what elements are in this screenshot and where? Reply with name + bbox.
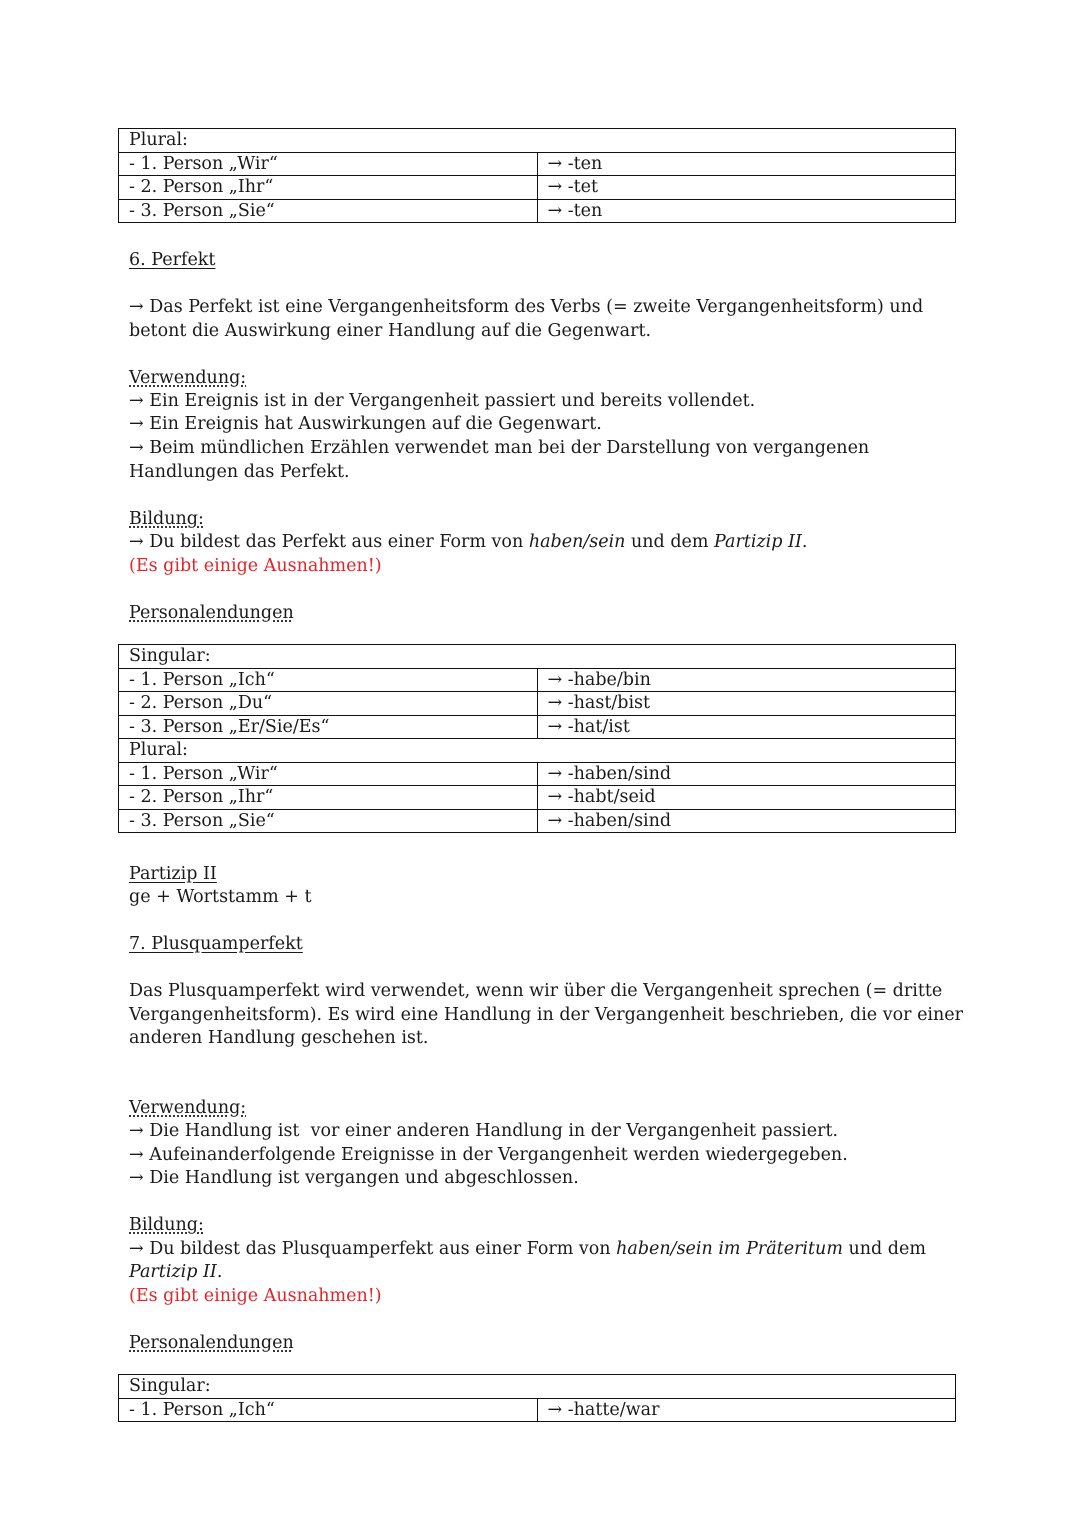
ending-cell: → -ten (537, 152, 956, 176)
person-cell: - 3. Person „Sie“ (119, 199, 538, 223)
table-row (119, 762, 956, 786)
plusquamperfekt-bildung-text: → Du bildest das Plusquamperfekt aus einer Form von haben/sein im Präteritum und dem (129, 1239, 926, 1259)
perfekt-endings-table (118, 644, 956, 833)
perfekt-verwendung-label: Verwendung: (129, 368, 247, 388)
person-cell: - 3. Person „Sie“ (119, 809, 538, 833)
table-row (119, 692, 956, 716)
perfekt-ausnahmen-note: (Es gibt einige Ausnahmen!) (129, 556, 382, 576)
plusquamperfekt-intro: Das Plusquamperfekt wird verwendet, wenn wir über die Vergangenheit sprechen (= dritte Vergangenheitsform). Es wird eine Handlung in der Vergangenheit beschrieben, die vor einer anderen Handlung geschehen ist. (129, 981, 964, 1048)
table-row (119, 152, 956, 176)
plural-endings-table (118, 128, 956, 223)
singular-header: Singular: (119, 645, 956, 669)
perfekt-verwendung-item: → Ein Ereignis hat Auswirkungen auf die Gegenwart. (129, 414, 602, 434)
plural-header: Plural: (119, 739, 956, 763)
ending-cell: → -hatte/war (537, 1398, 956, 1422)
person-cell: - 1. Person „Wir“ (119, 762, 538, 786)
table-row (119, 176, 956, 200)
person-cell: - 1. Person „Wir“ (119, 152, 538, 176)
singular-header: Singular: (119, 1375, 956, 1399)
table-row (119, 786, 956, 810)
plusquamperfekt-verwendung-item: → Aufeinanderfolgende Ereignisse in der Vergangenheit werden wiedergegeben. (129, 1145, 848, 1165)
perfekt-personalendungen-label: Personalendungen (129, 603, 294, 623)
plusquamperfekt-bildung-label: Bildung: (129, 1215, 204, 1235)
person-cell: - 1. Person „Ich“ (119, 1398, 538, 1422)
perfekt-bildung-label: Bildung: (129, 509, 204, 529)
person-cell: - 2. Person „Ihr“ (119, 176, 538, 200)
plusquamperfekt-heading: 7. Plusquamperfekt (129, 934, 303, 954)
perfekt-verwendung-item: → Ein Ereignis ist in der Vergangenheit passiert und bereits vollendet. (129, 391, 756, 411)
ending-cell: → -habt/seid (537, 786, 956, 810)
table-row (119, 199, 956, 223)
plusquamperfekt-personalendungen-label: Personalendungen (129, 1333, 294, 1353)
table-row (119, 668, 956, 692)
ending-cell: → -ten (537, 199, 956, 223)
person-cell: - 1. Person „Ich“ (119, 668, 538, 692)
plusquamperfekt-bildung-partizip: Partizip II. (129, 1262, 223, 1282)
perfekt-verwendung-item: → Beim mündlichen Erzählen verwendet man bei der Darstellung von vergangenen Handlungen das Perfekt. (129, 438, 870, 482)
partizip-label: Partizip II (129, 864, 217, 884)
person-cell: - 2. Person „Ihr“ (119, 786, 538, 810)
ending-cell: → -hast/bist (537, 692, 956, 716)
table-row (119, 809, 956, 833)
ending-cell: → -haben/sind (537, 762, 956, 786)
ending-cell: → -tet (537, 176, 956, 200)
plusquamperfekt-verwendung-item: → Die Handlung ist vergangen und abgeschlossen. (129, 1168, 579, 1188)
partizip-formula: ge + Wortstamm + t (129, 887, 312, 907)
person-cell: - 2. Person „Du“ (119, 692, 538, 716)
table-row (119, 1398, 956, 1422)
plusquamperfekt-verwendung-item: → Die Handlung ist vor einer anderen Handlung in der Vergangenheit passiert. (129, 1121, 839, 1141)
plusquamperfekt-endings-table (118, 1374, 956, 1422)
plusquamperfekt-ausnahmen-note: (Es gibt einige Ausnahmen!) (129, 1286, 382, 1306)
ending-cell: → -habe/bin (537, 668, 956, 692)
table-row (119, 715, 956, 739)
table-header: Plural: (119, 129, 956, 153)
plusquamperfekt-verwendung-label: Verwendung: (129, 1098, 247, 1118)
perfekt-intro: → Das Perfekt ist eine Vergangenheitsform des Verbs (= zweite Vergangenheitsform) und betont die Auswirkung einer Handlung auf die Gegenwart. (129, 297, 924, 341)
person-cell: - 3. Person „Er/Sie/Es“ (119, 715, 538, 739)
ending-cell: → -haben/sind (537, 809, 956, 833)
perfekt-bildung-text: → Du bildest das Perfekt aus einer Form von haben/sein und dem Partizip II. (129, 532, 808, 552)
ending-cell: → -hat/ist (537, 715, 956, 739)
perfekt-heading: 6. Perfekt (129, 250, 216, 270)
